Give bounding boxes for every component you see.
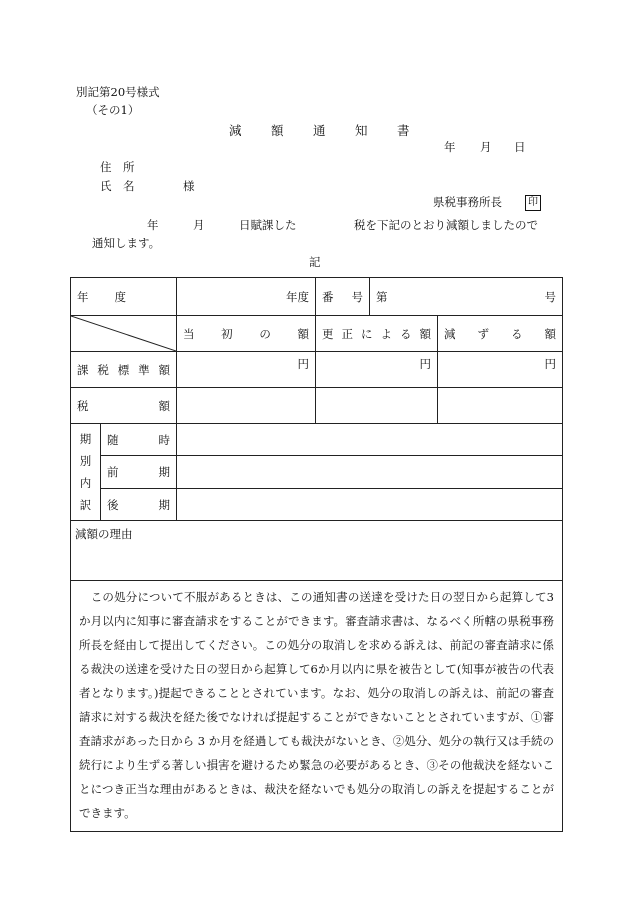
seal-stamp: 印 (525, 195, 541, 211)
tax-reduction-field[interactable] (438, 388, 563, 424)
header-char: る (400, 326, 412, 341)
label-char: 訳 (79, 498, 92, 512)
director-title: 県税事務所長 (433, 195, 502, 209)
header-char: 当 (183, 326, 195, 341)
label-char: 税 (77, 398, 89, 413)
label-char: 度 (114, 289, 126, 304)
issue-date (444, 142, 526, 154)
row-label-anytime (101, 424, 177, 456)
label-char: 号 (351, 289, 363, 304)
header-char: 初 (221, 326, 233, 341)
label-char: 額 (158, 398, 170, 413)
label-char: 前 (107, 465, 119, 479)
yen-unit: 円 (297, 357, 309, 371)
number-prefix: 第 (376, 289, 388, 304)
fiscal-year-suffix: 年度 (286, 289, 309, 304)
name-label: 氏 名 (100, 179, 135, 193)
label-char: 期 (158, 497, 170, 512)
title-char: 通 (313, 123, 326, 138)
document-title (229, 125, 410, 138)
second-half-field[interactable] (177, 489, 563, 521)
header-char: ず (477, 326, 489, 341)
header-char: 減 (444, 326, 456, 341)
reduction-reason-field[interactable] (71, 521, 563, 581)
form-variant: （その1） (86, 103, 140, 117)
title-char: 減 (229, 123, 242, 138)
header-char: よ (380, 326, 392, 341)
label-char: 内 (79, 476, 92, 490)
col-header-initial (177, 316, 316, 352)
name-suffix: 様 (183, 179, 195, 193)
first-half-field[interactable] (177, 456, 563, 489)
appeal-notice-text: この処分について不服があるときは、この通知書の送達を受けた日の翌日から起算して3か月以内に知事に審査請求をすることができます。審査請求書は、なるべく所轄の県税事務所長を経由して提出してください。この処分の取消しを求める訴えは、前記の審査請求に係る裁決の送達を受けた日の翌日から起算して6か月以内に県を被告として(知事が被告の代表者となります。)提起できることとされています。なお、処分の取消しの訴えは、前記の審査請求に対する裁決を経た後でなければ提起することができないこととされていますが、①審査請求があった日から 3 か月を経過しても裁決がないとき、②処分、処分の執行又は手続の続行により生ずる著しい損害を避けるため緊急の必要があるとき、③その他裁決を経ないことにつき正当な理由があるときは、裁決を経ないでも処分の取消しの訴えを提起することができます。 (79, 590, 554, 820)
row-label-first-half (101, 456, 177, 489)
label-char: 税 (97, 362, 109, 377)
appeal-notice (71, 581, 563, 832)
label-char: 期 (79, 432, 92, 446)
label-char: 課 (77, 362, 89, 377)
label-char: 準 (138, 362, 150, 377)
row-label-tax-amount (71, 388, 177, 424)
label-char: 後 (107, 497, 119, 512)
header-char: 額 (297, 326, 309, 341)
label-char: 標 (117, 362, 130, 377)
header-char: 更 (322, 326, 334, 341)
yen-unit: 円 (419, 357, 431, 371)
title-char: 書 (397, 123, 410, 138)
number-label-cell (316, 278, 370, 316)
label-char: 期 (158, 465, 170, 479)
header-char: に (361, 326, 373, 341)
header-char: 額 (419, 326, 431, 341)
header-char: 正 (341, 326, 353, 341)
tax-initial-field[interactable] (177, 388, 316, 424)
row-label-second-half (101, 489, 177, 521)
col-header-corrected (316, 316, 438, 352)
col-header-reduction (438, 316, 563, 352)
header-char: の (259, 326, 271, 341)
tax-base-initial-field[interactable] (177, 352, 316, 388)
label-char: 随 (107, 432, 119, 447)
fiscal-year-field[interactable] (177, 278, 316, 316)
anytime-field[interactable] (177, 424, 563, 456)
fiscal-year-label-cell (71, 278, 177, 316)
row-label-tax-base (71, 352, 177, 388)
title-char: 知 (355, 123, 368, 138)
label-char: 額 (158, 362, 170, 377)
header-char: る (511, 326, 523, 341)
title-char: 額 (271, 123, 284, 138)
notice-sentence-end: 通知します。 (92, 236, 161, 250)
form-number: 別記第20号様式 (76, 85, 160, 99)
period-breakdown-label (71, 424, 101, 521)
label-char: 時 (158, 432, 170, 447)
yen-unit: 円 (544, 357, 556, 371)
tax-corrected-field[interactable] (316, 388, 438, 424)
diagonal-header-cell (71, 316, 177, 352)
header-char: 額 (544, 326, 556, 341)
label-char: 年 (77, 289, 89, 304)
reduction-table (70, 277, 563, 832)
tax-base-corrected-field[interactable] (316, 352, 438, 388)
tax-base-reduction-field[interactable] (438, 352, 563, 388)
date-month: 月 (480, 140, 492, 154)
label-char: 別 (79, 454, 92, 468)
address-label: 住 所 (100, 160, 135, 174)
number-field[interactable] (370, 278, 563, 316)
ki-heading: 記 (309, 255, 321, 269)
label-char: 番 (322, 289, 334, 304)
notice-sentence: 年 月 日賦課した 税を下記のとおり減額しましたので (147, 218, 538, 232)
number-suffix: 号 (544, 289, 556, 304)
date-year: 年 (444, 140, 456, 154)
diagonal-line (71, 316, 176, 351)
date-day: 日 (514, 140, 526, 154)
reduction-reason-label: 減額の理由 (75, 527, 133, 541)
